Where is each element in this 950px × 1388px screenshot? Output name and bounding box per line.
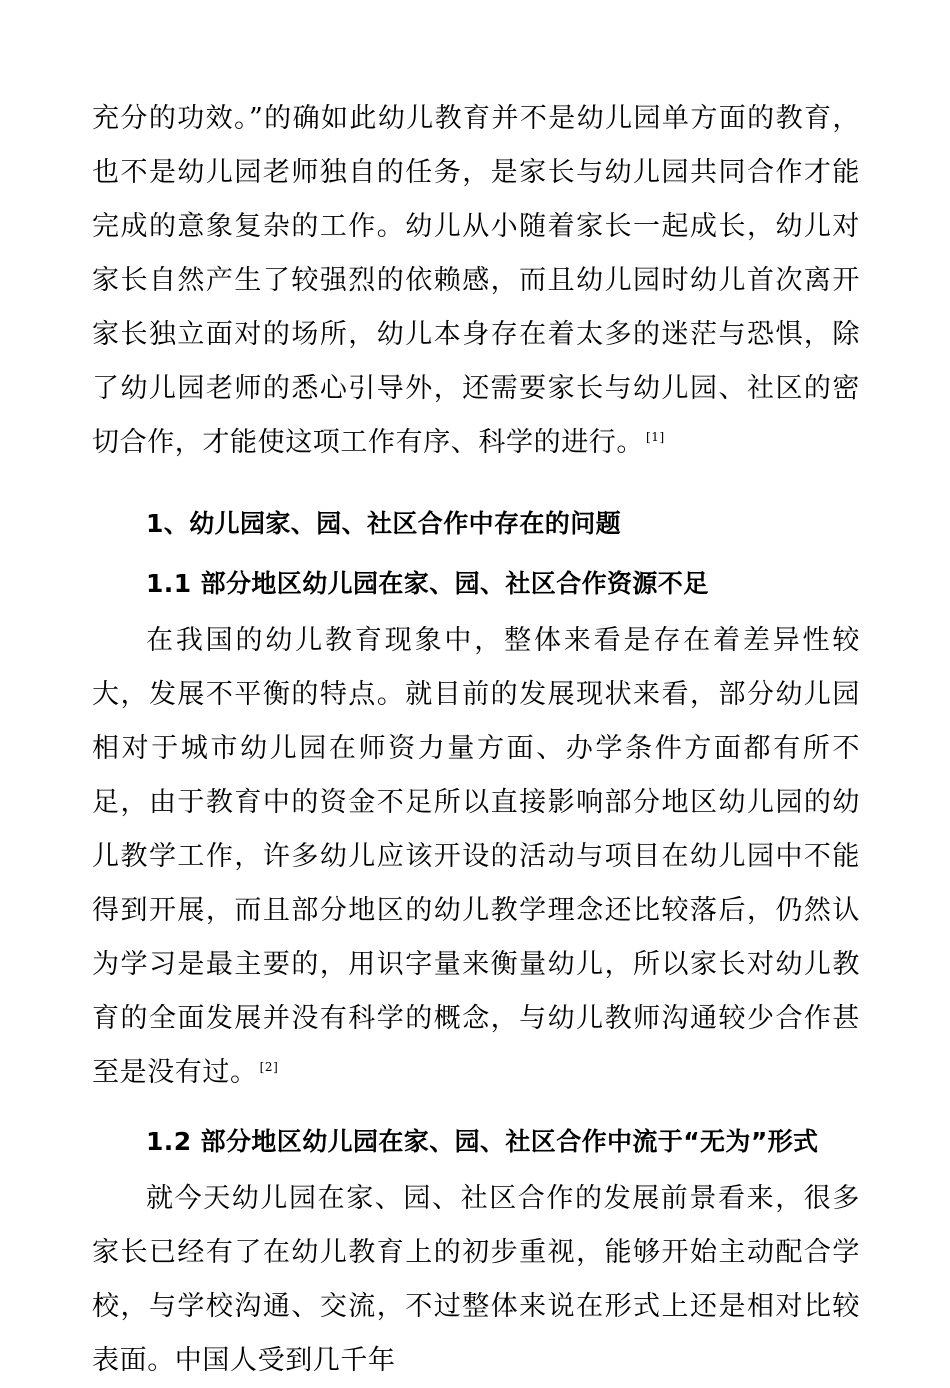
intro-text: 充分的功效。”的确如此幼儿教育并不是幼儿园单方面的教育，也不是幼儿园老师独自的任务，是家长与幼儿园共同合作才能完成的意象复杂的工作。幼儿从小随着家长一起成长，幼儿对家长自然产生了较强烈的依赖感，而且幼儿园时幼儿首次离开家长独立面对的场所，幼儿本身存在着太多的迷茫与恐惧，除了幼儿园老师的悉心引导外，还需要家长与幼儿园、社区的密切合作，才能使这项工作有序、科学的进行。 [92,103,860,458]
section-1-2-paragraph [92,1172,860,1388]
section-1-1-paragraph [92,614,860,1100]
citation-2: [2] [259,1060,279,1074]
section-1-2-heading: 1.2 部分地区幼儿园在家、园、社区合作中流于“无为”形式 [146,1127,819,1156]
document-page [92,92,860,1388]
section-1-1-heading: 1.1 部分地区幼儿园在家、园、社区合作资源不足 [146,569,709,598]
section-1-2-text: 就今天幼儿园在家、园、社区合作的发展前景看来，很多家长已经有了在幼儿教育上的初步重视，能够开始主动配合学校，与学校沟通、交流，不过整体来说在形式上还是相对比较表面。中国人受到几千年 [92,1183,860,1376]
citation-1: [1] [646,430,665,444]
intro-paragraph [92,92,860,470]
section-1-1-text: 在我国的幼儿教育现象中，整体来看是存在着差异性较大，发展不平衡的特点。就目前的发展现状来看，部分幼儿园相对于城市幼儿园在师资力量方面、办学条件方面都有所不足，由于教育中的资金不足所以直接影响部分地区幼儿园的幼儿教学工作，许多幼儿应该开设的活动与项目在幼儿园中不能得到开展，而且部分地区的幼儿教学理念还比较落后，仍然认为学习是最主要的，用识字量来衡量幼儿，所以家长对幼儿教育的全面发展并没有科学的概念，与幼儿教师沟通较少合作甚至是没有过。 [92,625,860,1088]
section-1-heading: 1、幼儿园家、园、社区合作中存在的问题 [146,509,621,538]
